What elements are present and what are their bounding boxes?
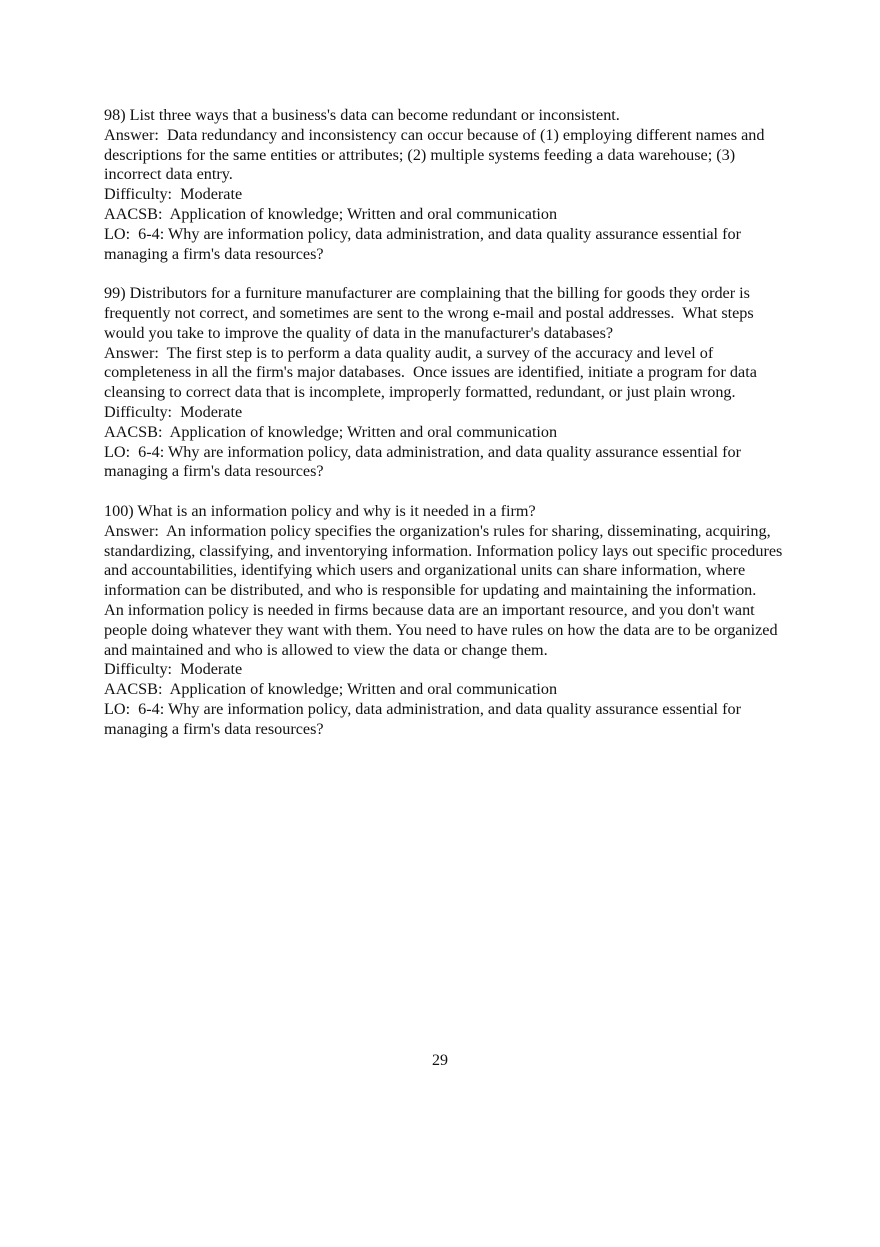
difficulty-text: Difficulty: Moderate xyxy=(104,660,243,679)
answer-text: Answer: An information policy specifies the organization's rules for sharing, disseminating, acquiring, standardizing, classifying, and inventorying information. Information policy lays out specific procedures and accountabilities, identifying which users and organizational units can share information, where information can be distributed, and who is responsible for updating and maintaining the information. xyxy=(104,521,787,600)
question-text: 98) List three ways that a business's data can become redundant or inconsistent. xyxy=(104,106,620,124)
question-text: 99) Distributors for a furniture manufacturer are complaining that the billing for goods they order is frequently not correct, and sometimes are sent to the wrong e-mail and postal addresses. What steps would you take to improve the quality of data in the manufacturer's databases? xyxy=(104,284,758,342)
page-number: 29 xyxy=(432,1052,448,1069)
page-content xyxy=(104,106,787,759)
learning-objective-text: LO: 6-4: Why are information policy, data administration, and data quality assurance essential for managing a firm's data resources? xyxy=(104,699,746,738)
question-block-100 xyxy=(104,501,787,740)
answer-continuation-text: An information policy is needed in firms because data are an important resource, and you don't want people doing whatever they want with them. You need to have rules on how the data are to be organized and maintained and who is allowed to view the data or change them. xyxy=(104,600,782,659)
learning-objective-text: LO: 6-4: Why are information policy, data administration, and data quality assurance essential for managing a firm's data resources? xyxy=(104,224,746,263)
aacsb-text: AACSB: Application of knowledge; Written and oral communication xyxy=(104,680,558,699)
aacsb-text: AACSB: Application of knowledge; Written and oral communication xyxy=(104,204,558,223)
learning-objective-text: LO: 6-4: Why are information policy, data administration, and data quality assurance essential for managing a firm's data resources? xyxy=(104,442,746,481)
difficulty-text: Difficulty: Moderate xyxy=(104,402,243,421)
answer-text: Answer: Data redundancy and inconsistency can occur because of (1) employing different names and descriptions for the same entities or attributes; (2) multiple systems feeding a data warehouse; (3) incorrect data entry. xyxy=(104,125,769,184)
answer-text: Answer: The first step is to perform a data quality audit, a survey of the accuracy and level of completeness in all the firm's major databases. Once issues are identified, initiate a program for data cleansing to correct data that is incomplete, improperly formatted, redundant, or just plain wrong. xyxy=(104,343,761,402)
question-block-99 xyxy=(104,284,784,482)
question-text: 100) What is an information policy and why is it needed in a firm? xyxy=(104,501,536,520)
difficulty-text: Difficulty: Moderate xyxy=(104,185,243,204)
aacsb-text: AACSB: Application of knowledge; Written and oral communication xyxy=(104,422,558,441)
question-block-98 xyxy=(104,106,784,264)
